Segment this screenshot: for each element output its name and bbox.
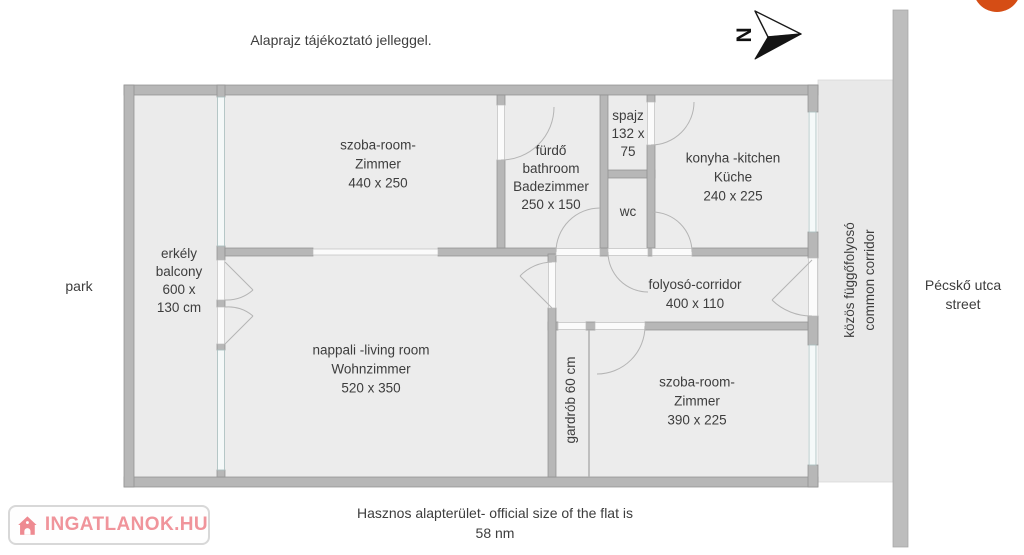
label-living-room: nappali -living room Wohnzimmer 520 x 350 [312, 342, 430, 396]
outer-corridor-wall [893, 10, 908, 547]
label-wardrobe: gardrób 60 cm [563, 356, 578, 444]
label-street: Pécskő utca street [924, 277, 1002, 312]
label-balcony: erkély balcony 600 x 130 cm [155, 246, 203, 315]
footer-size-note: Hasznos alapterület- official size of the flat is 58 nm [357, 505, 633, 541]
label-pantry: spajz 132 x 75 [611, 108, 645, 159]
label-room-top: szoba-room- Zimmer 440 x 250 [340, 137, 416, 191]
north-letter: N [731, 27, 755, 43]
label-bathroom: fürdő bathroom Badezimmer 250 x 150 [513, 143, 589, 212]
ingatlanok-logo [8, 505, 210, 545]
logo-text: INGATLANOK.HU [44, 514, 208, 535]
label-park: park [65, 278, 93, 294]
north-arrow-icon [755, 11, 801, 59]
plan-note: Alaprajz tájékoztató jelleggel. [250, 32, 432, 48]
label-room-bottom: szoba-room- Zimmer 390 x 225 [659, 374, 735, 428]
label-wc: wc [619, 204, 637, 219]
label-kitchen: konyha -kitchen Küche 240 x 225 [685, 150, 781, 204]
label-common-corridor: közös függőfolyosó common corridor [842, 222, 877, 338]
floor-fills [134, 80, 893, 482]
label-corridor: folyosó-corridor 400 x 110 [648, 277, 742, 311]
house-icon [17, 509, 38, 541]
